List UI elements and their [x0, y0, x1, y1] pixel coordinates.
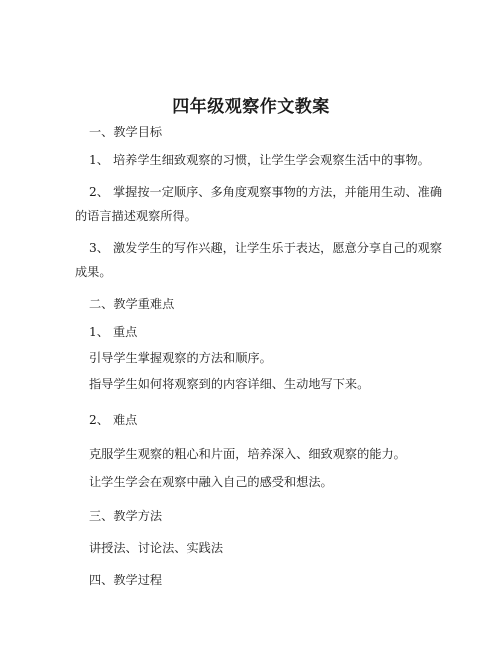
document-title: 四年级观察作文教案	[172, 97, 330, 117]
objective-item-3	[89, 240, 442, 256]
difficulty-heading	[89, 412, 137, 428]
item-number: 2、	[89, 185, 109, 199]
item-number: 1、	[89, 153, 109, 167]
key-point-heading	[89, 324, 137, 340]
section-heading-objectives: 一、教学目标	[89, 125, 163, 139]
item-label: 重点	[113, 325, 138, 339]
key-point-line-1: 引导学生掌握观察的方法和顺序。	[89, 351, 272, 365]
key-point-line-2: 指导学生如何将观察到的内容详细、生动地写下来。	[89, 377, 370, 391]
item-number: 3、	[89, 241, 109, 255]
methods-content: 讲授法、讨论法、实践法	[89, 541, 224, 555]
section-heading-methods: 三、教学方法	[89, 509, 163, 523]
section-heading-process: 四、教学过程	[89, 573, 163, 587]
difficulty-line-2: 让学生学会在观察中融入自己的感受和想法。	[89, 475, 333, 489]
item-text: 掌握按一定顺序、多角度观察事物的方法，并能用生动、准确	[113, 185, 443, 199]
objective-item-1	[89, 152, 430, 168]
item-text: 培养学生细致观察的习惯，让学生学会观察生活中的事物。	[113, 153, 430, 167]
item-number: 1、	[89, 325, 109, 339]
difficulty-line-1: 克服学生观察的粗心和片面，培养深入、细致观察的能力。	[89, 447, 406, 461]
item-text: 激发学生的写作兴趣，让学生乐于表达，愿意分享自己的观察	[113, 241, 443, 255]
section-heading-key-points: 二、教学重难点	[89, 297, 175, 311]
objective-item-2	[89, 184, 442, 200]
item-number: 2、	[89, 413, 109, 427]
objective-item-2-continued: 的语言描述观察所得。	[75, 209, 197, 223]
objective-item-3-continued: 成果。	[75, 265, 112, 279]
item-label: 难点	[113, 413, 138, 427]
